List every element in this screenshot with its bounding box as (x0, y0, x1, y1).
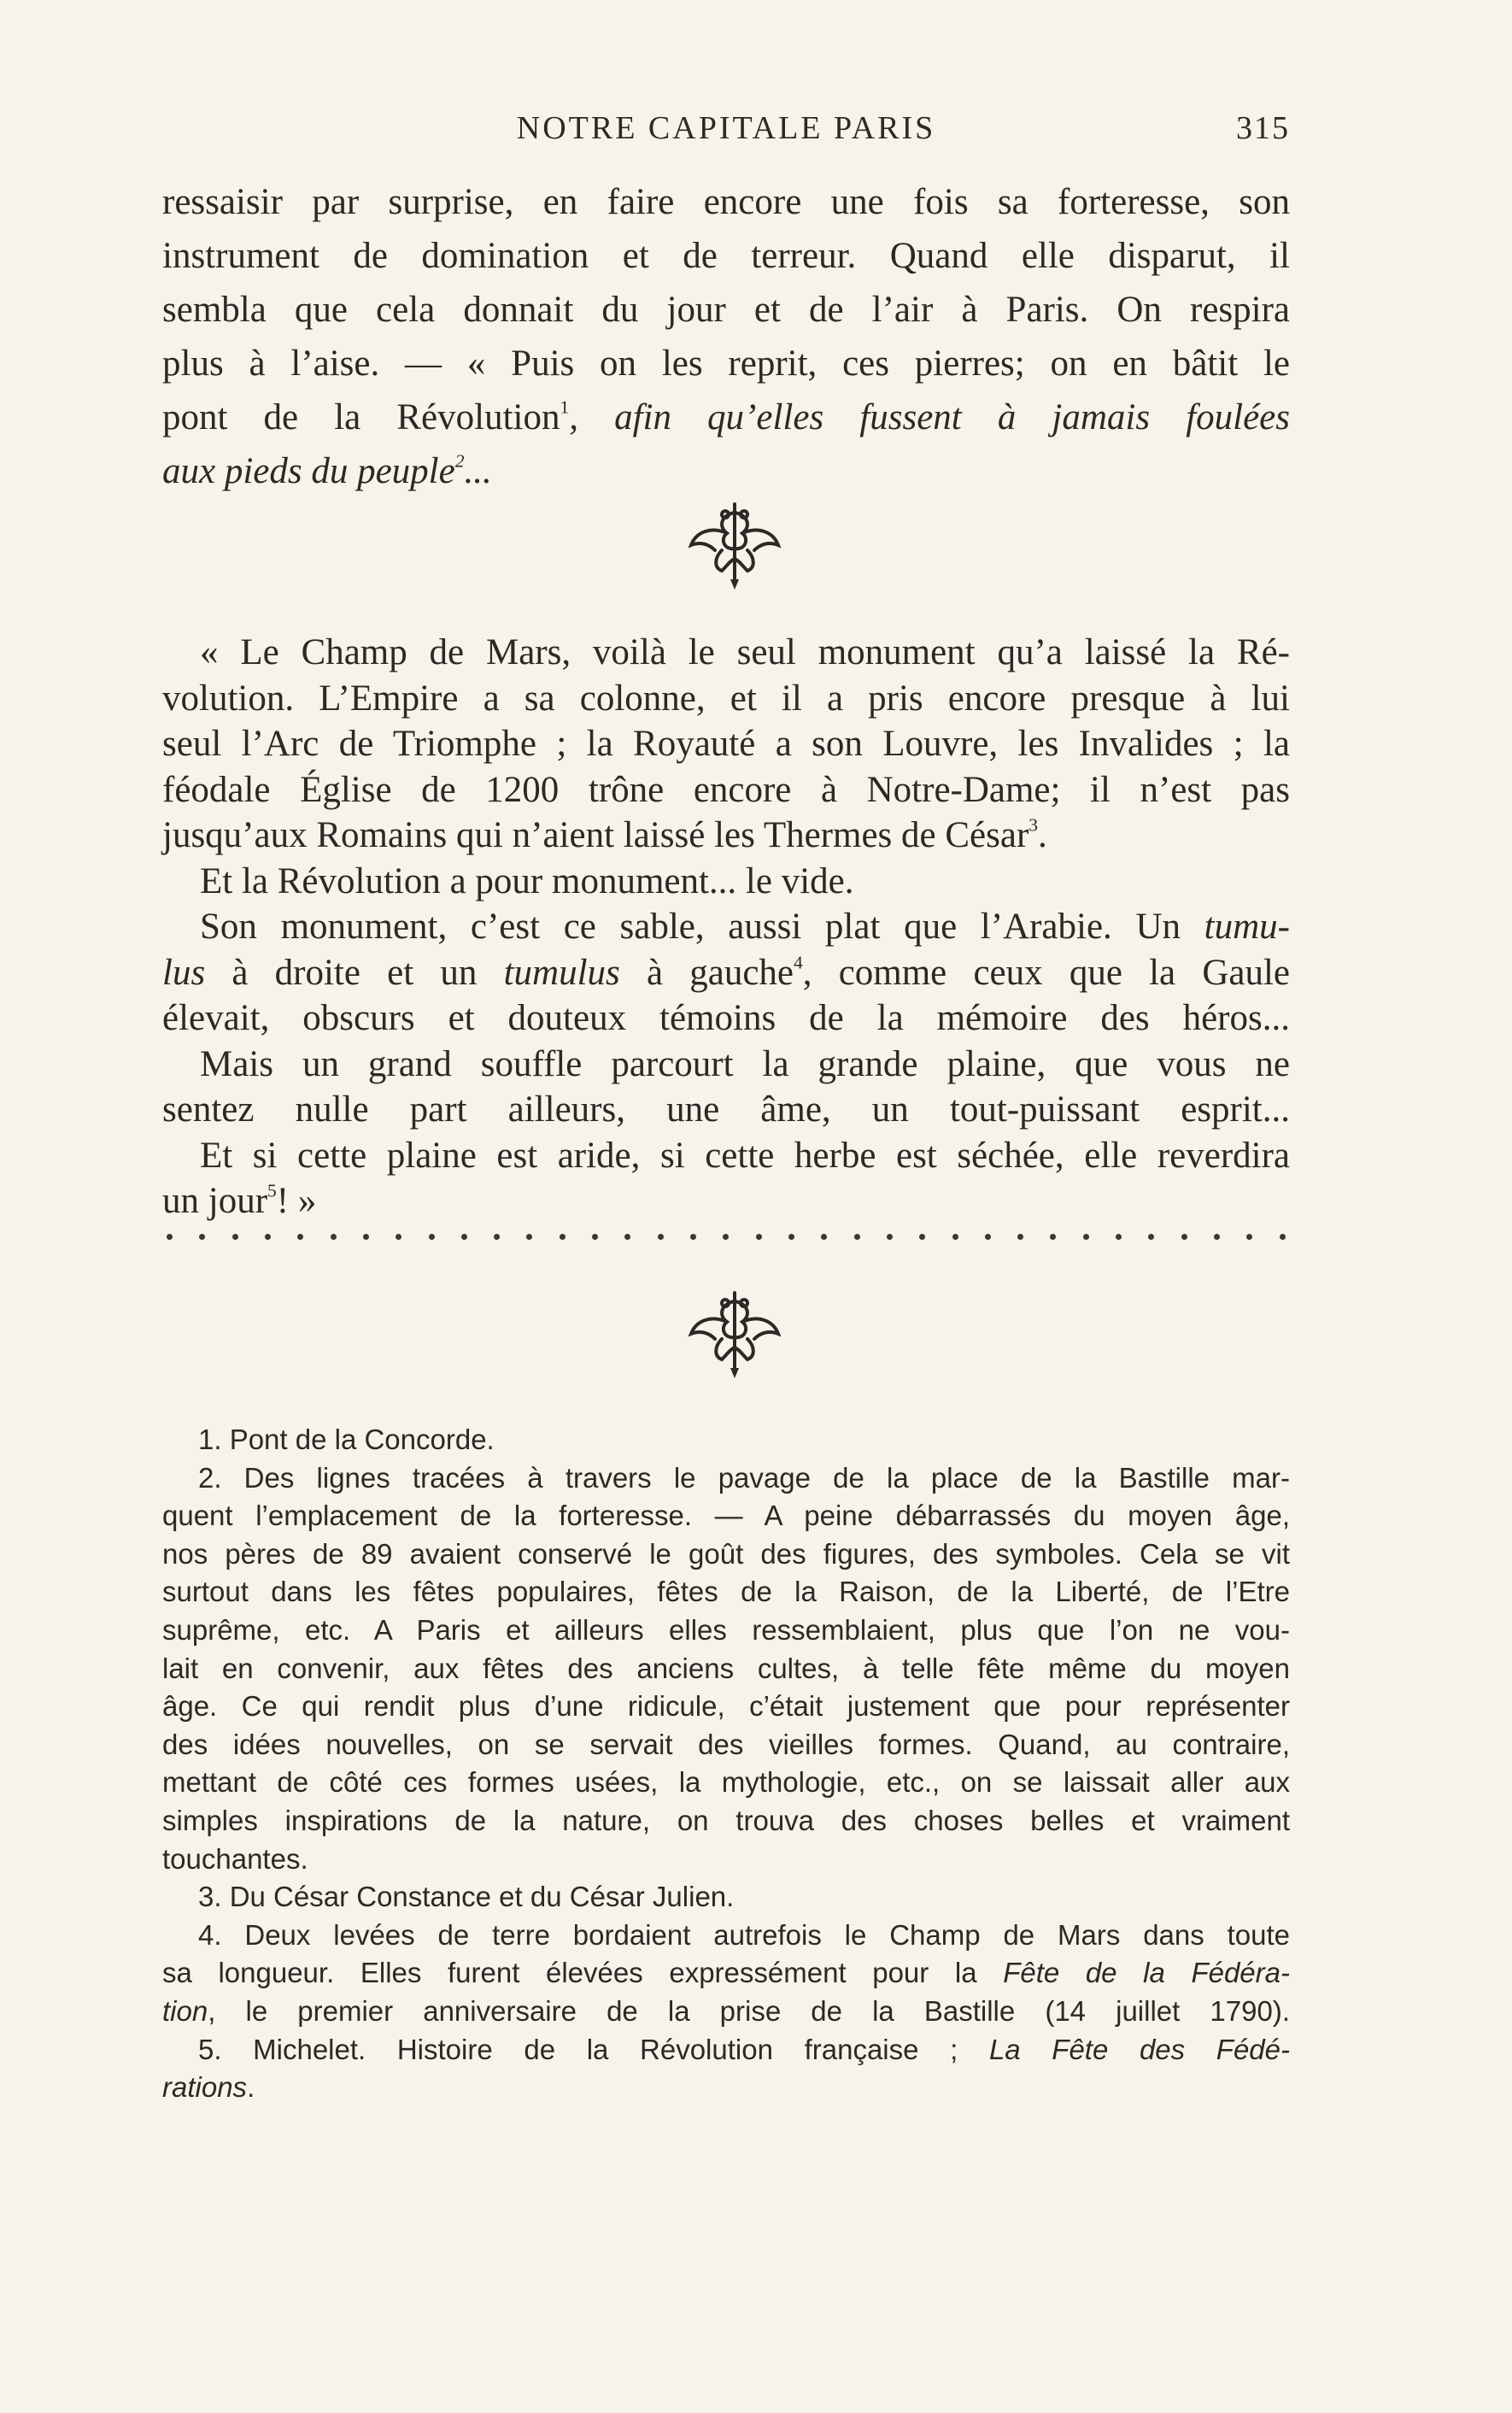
footnote-line: des idées nouvelles, on se servait des vieilles formes. Quand, au contraire, (162, 1728, 1290, 1760)
text-segment: . (247, 2071, 255, 2104)
text-line: ressaisir par surprise, en faire encore une fois sa forteresse, son (162, 182, 1290, 222)
text-line: seul l’Arc de Triomphe ; la Royauté a son Louvre, les Invalides ; la (162, 724, 1290, 764)
italic-text: rations (162, 2071, 248, 2104)
text-line: volution. L’Empire a sa colonne, et il a pris encore presque à lui (162, 678, 1290, 719)
footnotes (162, 1421, 1290, 2107)
text-line: Et si cette plaine est aride, si cette herbe est séchée, elle reverdira (200, 1135, 1290, 1176)
dot (167, 1234, 173, 1240)
dot (821, 1234, 827, 1240)
text-line (162, 444, 1290, 498)
footnote-line: âge. Ce qui rendit plus d’une ridicule, c’était justement que pour représenter (162, 1690, 1290, 1723)
dot (526, 1234, 532, 1240)
paragraph-continued (162, 175, 1290, 498)
text-line: instrument de domination et de terreur. Quand elle disparut, il (162, 236, 1290, 276)
italic-text: aux pieds du peuple (162, 451, 455, 491)
footnote-line (162, 1954, 1290, 1993)
dot (363, 1234, 369, 1240)
dot (199, 1234, 205, 1240)
footnote-line: surtout dans les fêtes populaires, fêtes de la Raison, de la Liberté, de l’Etre (162, 1576, 1290, 1608)
dot (919, 1234, 925, 1240)
dot (1181, 1234, 1187, 1240)
footnote-line: nos pères de 89 avaient conservé le goût des figures, des symboles. Cela se vit (162, 1537, 1290, 1570)
text-segment: pont de la Révolution (162, 397, 560, 437)
dot (232, 1234, 238, 1240)
footnote-line: lait en convenir, aux fêtes des anciens cultes, à telle fête même du moyen (162, 1652, 1290, 1684)
text-segment: ! » (276, 1181, 317, 1221)
footnote-line (162, 1993, 1290, 2031)
dot (1148, 1234, 1154, 1240)
text-line (162, 950, 1290, 996)
text-line: sembla que cela donnait du jour et de l’air à Paris. On respira (162, 290, 1290, 330)
dot (297, 1234, 303, 1240)
page-number: 315 (1236, 110, 1290, 146)
dot (624, 1234, 630, 1240)
text-segment: 5. Michelet. Histoire de la Révolution française ; (198, 2033, 989, 2065)
footnote-ref: 4 (794, 952, 803, 973)
text-line: Mais un grand souffle parcourt la grande plaine, que vous ne (200, 1043, 1290, 1084)
footnote-ref: 1 (560, 396, 570, 418)
dot (265, 1234, 271, 1240)
dot (854, 1234, 860, 1240)
footnote-line (162, 2069, 1290, 2107)
footnote-3: 3. Du César Constance et du César Julien. (198, 1881, 735, 1913)
dot (461, 1234, 467, 1240)
text-line (162, 390, 1290, 444)
italic-text: lus (162, 952, 206, 993)
dot (788, 1234, 794, 1240)
dot (396, 1234, 401, 1240)
italic-text: tumulus (503, 952, 620, 993)
italic-text: La Fête des Fédé- (988, 2033, 1291, 2065)
text-line: « Le Champ de Mars, voilà le seul monument qu’a laissé la Ré- (200, 632, 1290, 672)
footnote-4: 4. Deux levées de terre bordaient autrefois le Champ de Mars dans toute (198, 1918, 1290, 1951)
dot (952, 1234, 958, 1240)
footnote-line: simples inspirations de la nature, on trouva des choses belles et vraiment (162, 1804, 1290, 1836)
dot (592, 1234, 598, 1240)
quotation (162, 630, 1290, 1224)
footnote-5 (162, 2031, 1290, 2070)
text-segment: Son monument, c’est ce sable, aussi plat que l’Arabie. Un (200, 907, 1204, 947)
dot (1246, 1234, 1252, 1240)
text-segment: à gauche (619, 952, 794, 993)
text-segment: sa longueur. Elles furent élevées expressément pour la (162, 1957, 1004, 1989)
footnote-line: quent l’emplacement de la forteresse. — A peine débarrassés du moyen âge, (162, 1500, 1290, 1532)
text-segment: à droite et un (205, 952, 504, 993)
italic-text: , afin qu’elles fussent à jamais foulées (569, 397, 1290, 437)
dot (756, 1234, 762, 1240)
footnote-ref: 5 (267, 1180, 277, 1201)
dot (1280, 1234, 1286, 1240)
footnote-line: mettant de côté ces formes usées, la mythologie, etc., on se laissait aller aux (162, 1766, 1290, 1799)
text-line: Et la Révolution a pour monument... le vide. (200, 860, 854, 901)
text-line: élevait, obscurs et douteux témoins de la mémoire des héros... (162, 998, 1290, 1038)
ellipsis-dots-row (167, 1224, 1286, 1249)
text-line (162, 1178, 1290, 1224)
dot (1050, 1234, 1056, 1240)
text-segment: jusqu’aux Romains qui n’aient laissé les Thermes de César (162, 815, 1029, 855)
text-segment: ... (464, 451, 492, 491)
dot (723, 1234, 729, 1240)
italic-text: tumu- (1204, 907, 1290, 947)
text-line: sentez nulle part ailleurs, une âme, un tout-puissant esprit... (162, 1089, 1290, 1130)
text-line: féodale Église de 1200 trône encore à Notre-Dame; il n’est pas (162, 769, 1290, 810)
italic-text: Fête de la Fédéra- (1003, 1957, 1290, 1989)
dot (331, 1234, 337, 1240)
dot (560, 1234, 566, 1240)
text-segment: . (1038, 815, 1047, 855)
running-title: NOTRE CAPITALE PARIS (516, 110, 936, 146)
dot (1017, 1234, 1023, 1240)
dot (690, 1234, 696, 1240)
text-line (162, 904, 1290, 950)
dot (658, 1234, 664, 1240)
italic-text: tion (162, 1994, 208, 2027)
dot (494, 1234, 500, 1240)
footnote-2: 2. Des lignes tracées à travers le pavage de la place de la Bastille mar- (198, 1461, 1290, 1494)
footnote-1: 1. Pont de la Concorde. (198, 1424, 495, 1455)
footnote-line: suprême, etc. A Paris et ailleurs elles ressemblaient, plus que l’on ne vou- (162, 1613, 1290, 1646)
text-line (162, 813, 1290, 859)
dot (429, 1234, 435, 1240)
footnote-line: touchantes. (162, 1842, 308, 1875)
fleuron-icon (671, 497, 799, 591)
dot (887, 1234, 893, 1240)
fleuron-icon (671, 1286, 799, 1380)
dot (1083, 1234, 1089, 1240)
dot (1214, 1234, 1220, 1240)
running-head (162, 109, 1290, 152)
dot (1116, 1234, 1122, 1240)
text-segment: , le premier anniversaire de la prise de la Bastille (14 juillet 1790). (208, 1994, 1290, 2027)
text-segment: un jour (162, 1181, 268, 1221)
footnote-ref: 3 (1029, 814, 1039, 836)
text-line: plus à l’aise. — « Puis on les reprit, ces pierres; on en bâtit le (162, 343, 1290, 384)
dot (985, 1234, 991, 1240)
footnote-ref: 2 (454, 450, 465, 472)
text-segment: , comme ceux que la Gaule (802, 952, 1290, 993)
